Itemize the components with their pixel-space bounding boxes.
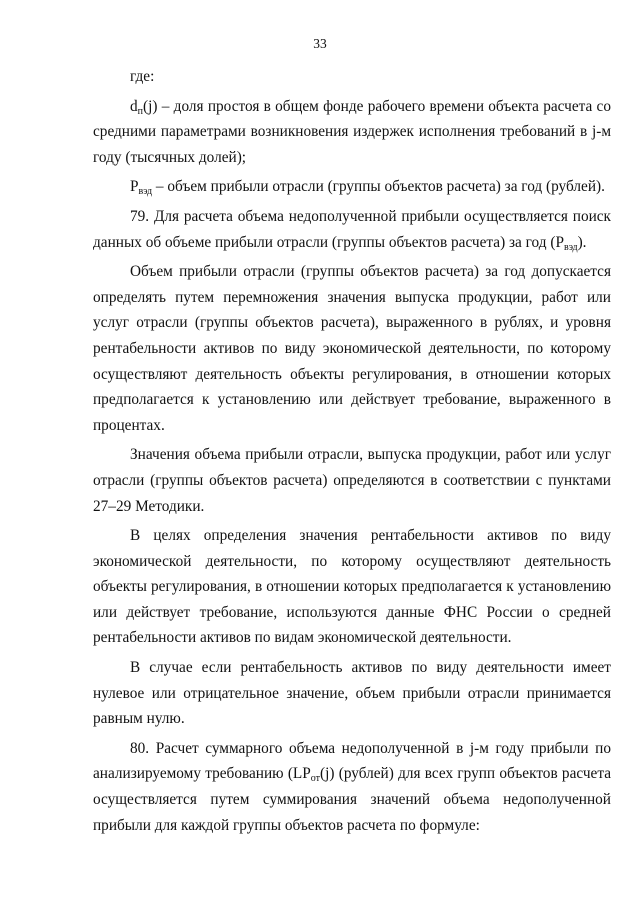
subscript-ved: вэд xyxy=(563,241,578,253)
subscript-ved: вэд xyxy=(138,186,153,198)
paragraph-definition-dp: $d_п(j)$ – доля простоя в общем фонде рабочего времени объекта расчета со средними параметрами возникновения издержек исполнения требований в j-м году (тысячных долей); xyxy=(93,97,611,166)
paragraph-definition-pved: $P_{вэд}$ – объем прибыли отрасли (группы объектов расчета) за год (рублей). xyxy=(130,178,605,198)
subscript-p: п xyxy=(137,105,144,117)
paragraph-79: 79. Для расчета объема недополученной прибыли осуществляется поиск данных об объеме прибыли отрасли (группы объектов расчета) за год $(P_{вэд})$. xyxy=(93,207,611,253)
subscript-ot: от xyxy=(310,773,321,785)
page-number: 33 xyxy=(313,36,327,51)
paragraph-zero-profitability: В случае если рентабельность активов по виду деятельности имеет нулевое или отрицательное значение, объем прибыли отрасли принимается равным нулю. xyxy=(93,659,611,728)
paragraph-80: 80. Расчет суммарного объема недополученной в j-м году прибыли по анализируемому требованию ($LP_{от}(j)$ (рублей) для всех групп объектов расчета осуществляется путем суммирования значений объема недополученной прибыли для каждой группы объектов расчета по формуле: xyxy=(93,739,611,834)
paragraph-values-determined: Значения объема прибыли отрасли, выпуска продукции, работ или услуг отрасли (группы объектов расчета) определяются в соответствии с пунктами 27–29 Методики. xyxy=(93,446,611,515)
document-body xyxy=(93,64,611,842)
paragraph-profit-volume: Объем прибыли отрасли (группы объектов расчета) за год допускается определять путем перемножения значения выпуска продукции, работ или услуг отрасли (группы объектов расчета), выраженного в рублях, и уровня рентабельности активов по виду экономической деятельности, по которому осуществляют деятельность объекты регулирования, в отношении которых предполагается к установлению или действует требование, выраженного в процентах. xyxy=(93,263,611,434)
paragraph-profitability-data: В целях определения значения рентабельности активов по виду экономической деятельности, по которому осуществляют деятельность объекты регулирования, в отношении которых предполагается к установлению или действует требование, используются данные ФНС России о средней рентабельности активов по видам экономической деятельности. xyxy=(93,527,611,647)
paragraph-where: где: xyxy=(130,68,155,85)
